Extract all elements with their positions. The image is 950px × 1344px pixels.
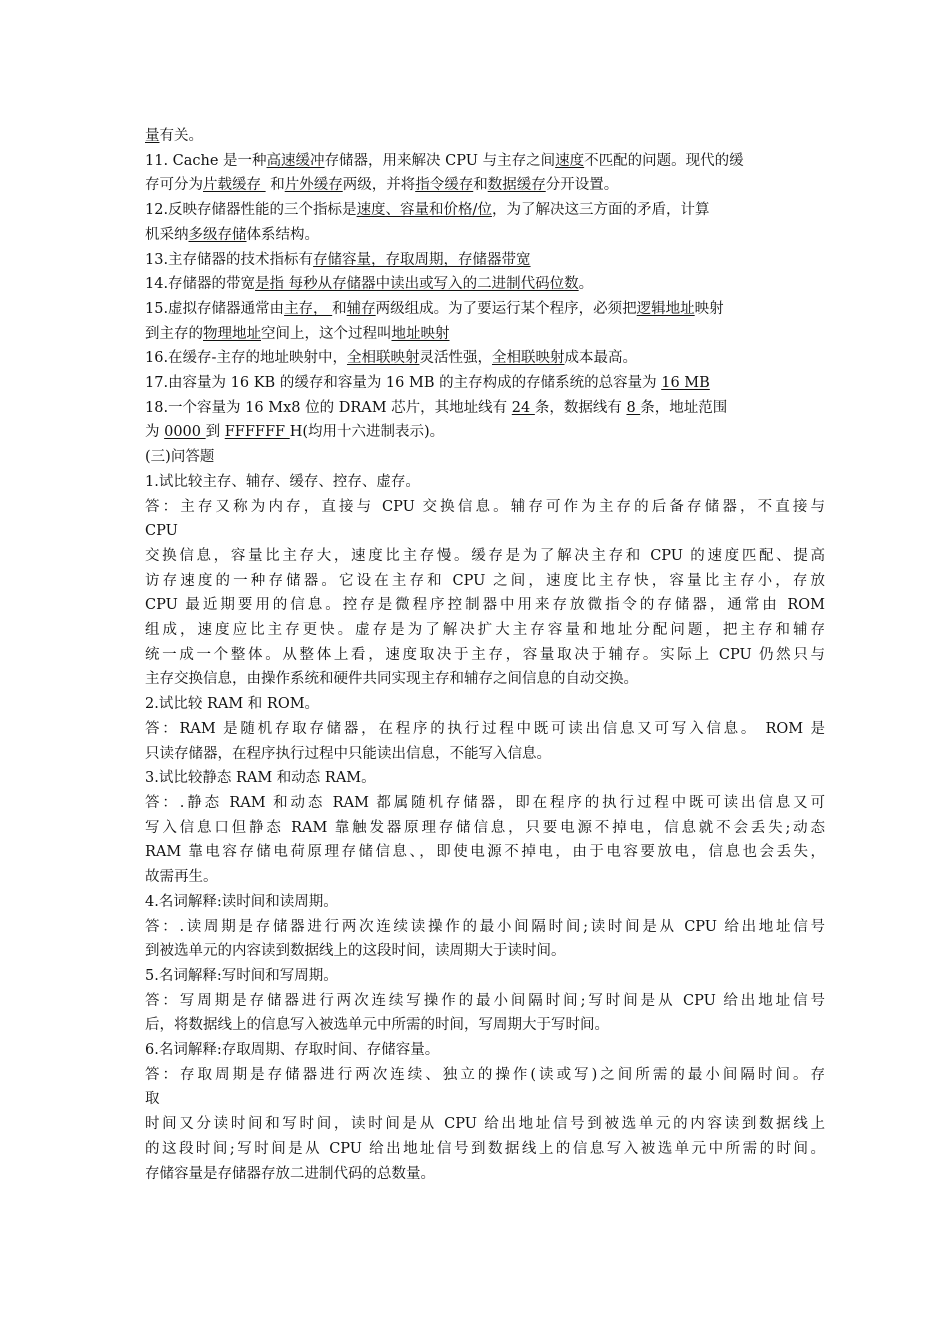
text-line	[145, 1063, 825, 1088]
text-segment: 5.名词解释:写时间和写周期。	[145, 967, 338, 984]
text-segment: 答：存取周期是存储器进行两次连续、独立的操作(读或写)之间所需的最小间隔时间。存	[145, 1066, 825, 1083]
text-segment: 存储容量是存储器存放二进制代码的总数量。	[145, 1165, 435, 1182]
text-line	[145, 717, 825, 742]
text-line	[145, 445, 825, 470]
text-line	[145, 272, 825, 297]
text-line	[145, 1112, 825, 1137]
text-segment: 和	[332, 300, 347, 317]
text-segment: 故需再生。	[145, 869, 218, 886]
text-line	[145, 791, 825, 816]
text-segment: 两级，并将	[342, 177, 416, 194]
text-line	[145, 569, 825, 594]
text-segment: CPU	[145, 523, 178, 540]
underlined-answer: 物理地址	[203, 325, 261, 342]
text-segment: 答：RAM 是随机存取存储器，在程序的执行过程中既可读出信息又可写入信息。 ROM 是	[145, 720, 825, 737]
text-segment: 答：.读周期是存储器进行两次连续读操作的最小间隔时间;读时间是从 CPU 给出地址信号	[145, 918, 825, 935]
underlined-answer: 辅存	[346, 300, 376, 317]
text-line	[145, 396, 825, 421]
text-segment: 12.反映存储器性能的三个指标是	[145, 202, 357, 219]
text-line	[145, 1038, 825, 1063]
underlined-answer: 全相联映射	[491, 350, 565, 367]
text-segment: 到主存的	[145, 325, 203, 342]
text-line	[145, 742, 825, 767]
underlined-answer: 指令缓存	[415, 177, 474, 194]
text-segment: RAM 靠电容存储电荷原理存储信息、，即使电源不掉电，由于电容要放电，信息也会丢失，	[145, 844, 825, 861]
text-segment: 。	[578, 276, 594, 293]
text-line	[145, 667, 825, 692]
text-segment: 存储器，用来解决 CPU 与主存之间	[324, 152, 556, 169]
text-segment: 条，地址范围	[640, 399, 728, 416]
text-segment: 后，将数据线上的信息写入被选单元中所需的时间，写周期大于写时间。	[145, 1017, 609, 1034]
underlined-answer: 主存，	[284, 300, 333, 317]
text-line	[145, 1013, 825, 1038]
text-line	[145, 248, 825, 273]
text-line	[145, 470, 825, 495]
text-segment: 存可分为	[145, 177, 203, 194]
underlined-answer: 高速缓冲	[266, 152, 325, 169]
underlined-answer: 数据缓存	[487, 177, 546, 194]
text-segment: 6.名词解释:存取周期、存取时间、存储容量。	[145, 1042, 440, 1059]
text-line	[145, 346, 825, 371]
text-segment: 答：写周期是存储器进行两次连续写操作的最小间隔时间;写时间是从 CPU 给出地址信号	[145, 992, 825, 1009]
text-segment: 14.存储器的带宽	[145, 276, 256, 293]
text-segment: 取	[145, 1091, 160, 1108]
text-segment: 2.试比较 RAM 和 ROM。	[145, 696, 320, 713]
text-segment: 只读存储器，在程序执行过程中只能读出信息，不能写入信息。	[145, 745, 551, 762]
text-line	[145, 964, 825, 989]
text-segment: 为	[145, 424, 165, 441]
text-segment: CPU 最近期要用的信息。控存是微程序控制器中用来存放微指令的存储器，通常由 ROM	[145, 597, 825, 614]
text-segment: 时间又分读时间和写时间，读时间是从 CPU 给出地址信号到被选单元的内容读到数据线上	[145, 1116, 825, 1133]
text-line	[145, 149, 825, 174]
text-line	[145, 173, 825, 198]
text-segment: 3.试比较静态 RAM 和动态 RAM。	[145, 770, 376, 787]
text-segment: 16.在缓存-主存的地址映射中，	[145, 350, 347, 367]
text-segment: 18.一个容量为 16 Mx8 位的 DRAM 芯片，其地址线有	[145, 399, 512, 416]
text-segment: 分开设置。	[545, 177, 619, 194]
underlined-answer: 全相联映射	[346, 350, 420, 367]
text-segment: 11. Cache 是一种	[145, 152, 267, 169]
text-line	[145, 989, 825, 1014]
text-segment: 答：.静态 RAM 和动态 RAM 都属随机存储器，即在程序的执行过程中既可读出信息又可	[145, 794, 825, 811]
text-line	[145, 124, 825, 149]
text-segment: 的这段时间;写时间是从 CPU 给出地址信号到数据线上的信息写入被选单元中所需的时间。	[145, 1140, 825, 1157]
underlined-answer: 0000	[164, 424, 206, 441]
text-line	[145, 890, 825, 915]
text-line	[145, 1087, 825, 1112]
underlined-answer: 8	[626, 399, 641, 416]
text-segment: 统一成一个整体。从整体上看，速度取决于主存，容量取决于辅存。实际上 CPU 仍然只与	[145, 646, 825, 663]
text-segment: 和	[265, 177, 285, 194]
text-line	[145, 692, 825, 717]
text-line	[145, 495, 825, 520]
underlined-answer: 16 MB	[661, 375, 710, 392]
text-line	[145, 322, 825, 347]
text-segment: 17.由容量为 16 KB 的缓存和容量为 16 MB 的主存构成的存储系统的总容量为	[145, 375, 662, 392]
text-line	[145, 816, 825, 841]
text-line	[145, 420, 825, 445]
text-segment: 15.虚拟存储器通常由	[145, 300, 285, 317]
text-line	[145, 1137, 825, 1162]
text-segment: 交换信息，容量比主存大，速度比主存慢。缓存是为了解决主存和 CPU 的速度匹配、提高	[145, 547, 825, 564]
underlined-answer: 速度、容量和价格/位	[356, 202, 492, 219]
underlined-answer: 多级存储	[188, 226, 247, 243]
text-line	[145, 198, 825, 223]
text-segment: 体系结构。	[246, 226, 319, 243]
underlined-answer: 是指 每秒从存储器中读出或写入的二进制代码位数	[255, 276, 579, 293]
underlined-answer: 24	[511, 399, 535, 416]
underlined-answer: 逻辑地址	[636, 300, 695, 317]
text-line	[145, 519, 825, 544]
text-line	[145, 618, 825, 643]
text-line	[145, 915, 825, 940]
text-segment: 机采纳	[145, 226, 189, 243]
text-segment: 空间上，这个过程叫	[261, 325, 392, 342]
text-segment: 不匹配的问题。现代的缓	[584, 152, 744, 169]
text-line	[145, 223, 825, 248]
underlined-answer: 片载缓存	[203, 177, 266, 194]
text-line	[145, 865, 825, 890]
text-segment: 映射	[694, 300, 724, 317]
text-segment: 组成，速度应比主存更快。虚存是为了解决扩大主存容量和地址分配问题，把主存和辅存	[145, 622, 825, 639]
underlined-answer: 地址映射	[391, 325, 450, 342]
text-segment: 4.名词解释:读时间和读周期。	[145, 893, 338, 910]
text-segment: 到被选单元的内容读到数据线上的这段时间，读周期大于读时间。	[145, 943, 566, 960]
text-segment: ，为了解决这三方面的矛盾，计算	[491, 202, 710, 219]
text-line	[145, 840, 825, 865]
text-line	[145, 643, 825, 668]
underlined-answer: 速度	[555, 152, 585, 169]
text-line	[145, 1162, 825, 1187]
underlined-answer: 存储容量，存取周期，存储器带宽	[313, 251, 531, 268]
text-segment: 成本最高。	[564, 350, 637, 367]
text-segment: 答：主存又称为内存，直接与 CPU 交换信息。辅存可作为主存的后备存储器，不直接与	[145, 498, 825, 515]
text-segment: 和	[473, 177, 488, 194]
underlined-answer: FFFFFF	[224, 424, 290, 441]
text-segment: H(均用十六进制表示)。	[289, 424, 445, 441]
text-line	[145, 297, 825, 322]
text-line	[145, 544, 825, 569]
text-segment: 主存交换信息，由操作系统和硬件共同实现主存和辅存之间信息的自动交换。	[145, 671, 638, 688]
text-line	[145, 939, 825, 964]
text-segment: 写入信息口但静态 RAM 靠触发器原理存储信息，只要电源不掉电，信息就不会丢失;动态	[145, 819, 825, 836]
underlined-answer: 片外缓存	[284, 177, 343, 194]
text-segment: 条，数据线有	[534, 399, 627, 416]
document-body	[145, 124, 825, 1186]
text-segment: 有关。	[159, 128, 203, 144]
text-segment: 到	[205, 424, 225, 441]
text-segment: 13.主存储器的技术指标有	[145, 251, 314, 268]
text-line	[145, 766, 825, 791]
text-segment: 两级组成。为了要运行某个程序，必须把	[375, 300, 637, 317]
text-line	[145, 593, 825, 618]
underlined-answer: 量	[145, 128, 160, 144]
text-segment: (三)问答题	[145, 449, 215, 466]
text-segment: 灵活性强，	[419, 350, 492, 367]
text-line	[145, 371, 825, 396]
text-segment: 访存速度的一种存储器。它设在主存和 CPU 之间，速度比主存快，容量比主存小，存放	[145, 572, 825, 589]
text-segment: 1.试比较主存、辅存、缓存、控存、虚存。	[145, 473, 420, 490]
